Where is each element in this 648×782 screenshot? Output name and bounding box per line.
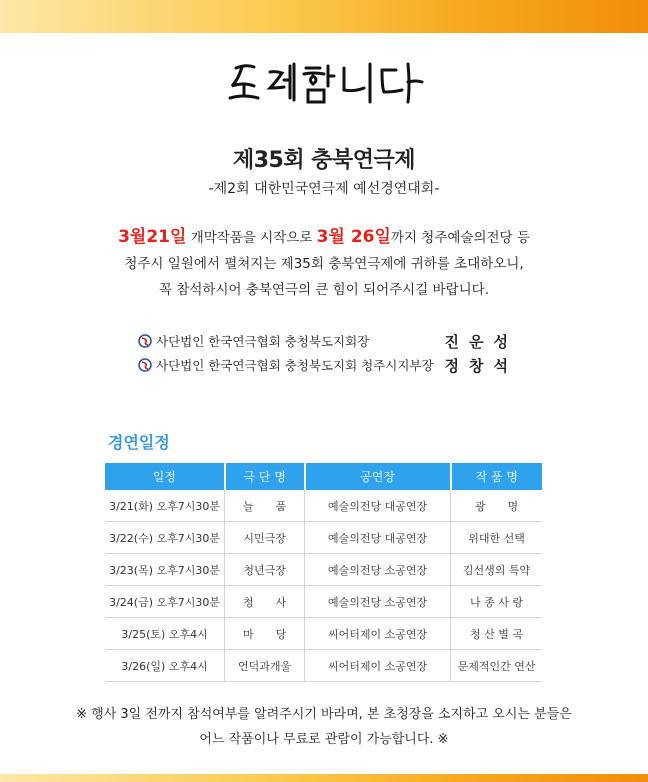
association-logo-icon	[138, 358, 152, 372]
cell-date: 3/22(수) 오후7시30분	[105, 522, 225, 554]
signature-org: 사단법인 한국연극협회 충청북도지회 청주시지부장	[156, 358, 434, 373]
header-venue: 공연장	[305, 463, 451, 490]
cell-troupe: 늘 품	[225, 490, 305, 522]
calligraphy-title	[224, 58, 424, 108]
schedule-header-row	[105, 463, 542, 490]
cell-venue: 예술의전당 소공연장	[305, 586, 451, 618]
association-logo-icon	[138, 334, 152, 348]
closing-date: 3월 26일	[316, 227, 391, 247]
signature-row	[138, 353, 518, 377]
cell-date: 3/21(화) 오후7시30분	[105, 490, 225, 522]
invitation-line-3: 꼭 참석하시어 충북연극의 큰 힘이 되어주시길 바랍니다.	[159, 282, 489, 298]
cell-troupe: 마 당	[225, 618, 305, 650]
signature-name: 진운성	[444, 332, 518, 351]
table-row	[105, 586, 542, 618]
cell-play: 문제적인간 연산	[451, 650, 542, 682]
cell-troupe: 청 사	[225, 586, 305, 618]
invitation-text	[0, 224, 648, 303]
note-line-2: 어느 작품이나 무료로 관람이 가능합니다. ※	[199, 732, 449, 747]
cell-troupe: 언덕과개울	[225, 650, 305, 682]
opening-date: 3월21일	[118, 227, 187, 247]
schedule-table	[105, 463, 542, 682]
cell-date: 3/23(목) 오후7시30분	[105, 554, 225, 586]
cell-venue: 예술의전당 소공연장	[305, 554, 451, 586]
header-troupe: 극 단 명	[225, 463, 305, 490]
note-line-1: ※ 행사 3일 전까지 참석여부를 알려주시기 바라며, 본 초청장을 소지하고 오시는 분들은	[76, 707, 572, 722]
schedule-title: 경연일정	[108, 433, 170, 452]
header-date: 일정	[105, 463, 225, 490]
cell-date: 3/26(일) 오후4시	[105, 650, 225, 682]
cell-venue: 씨어터제이 소공연장	[305, 650, 451, 682]
signatures	[138, 329, 518, 377]
bottom-orange-band	[0, 774, 648, 782]
cell-venue: 씨어터제이 소공연장	[305, 618, 451, 650]
table-row	[105, 554, 542, 586]
signature-name: 정창석	[444, 356, 518, 375]
table-row	[105, 618, 542, 650]
table-row	[105, 490, 542, 522]
event-subtitle: -제2회 대한민국연극제 예선경연대회-	[208, 181, 440, 197]
attendance-note	[0, 702, 648, 752]
cell-venue: 예술의전당 대공연장	[305, 522, 451, 554]
cell-play: 김선생의 특약	[451, 554, 542, 586]
top-orange-band	[0, 0, 648, 33]
cell-venue: 예술의전당 대공연장	[305, 490, 451, 522]
cell-troupe: 청년극장	[225, 554, 305, 586]
header-play: 작 품 명	[451, 463, 542, 490]
invitation-line-1	[0, 224, 648, 251]
signature-row	[138, 329, 518, 353]
cell-troupe: 시민극장	[225, 522, 305, 554]
invitation-line-1-text-b: 까지 청주예술의전당 등	[390, 230, 530, 246]
cell-date: 3/24(금) 오후7시30분	[105, 586, 225, 618]
cell-play: 나 종 사 랑	[451, 586, 542, 618]
table-row	[105, 522, 542, 554]
cell-date: 3/25(토) 오후4시	[105, 618, 225, 650]
signature-org: 사단법인 한국연극협회 충청북도지회장	[156, 334, 370, 349]
table-row	[105, 650, 542, 682]
script-title-block	[0, 58, 648, 108]
cell-play: 청 산 별 곡	[451, 618, 542, 650]
invitation-line-2: 청주시 일원에서 펼쳐지는 제35회 충북연극제에 귀하를 초대하오니,	[124, 256, 524, 272]
event-title: 제35회 충북연극제	[232, 148, 416, 173]
invitation-line-1-text-a: 개막작품을 시작으로	[186, 230, 317, 246]
cell-play: 광 명	[451, 490, 542, 522]
cell-play: 위대한 선택	[451, 522, 542, 554]
